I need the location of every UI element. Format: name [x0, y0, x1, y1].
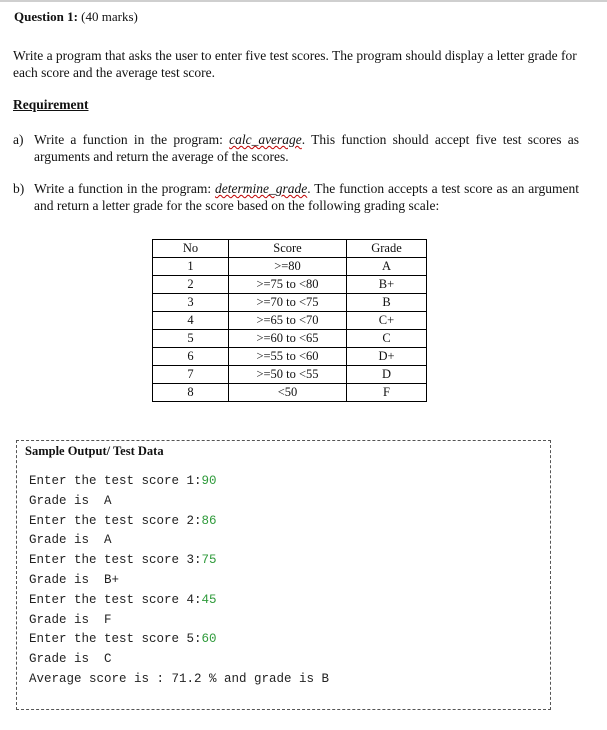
console-text: Enter the test score 5:	[29, 632, 202, 647]
console-line	[29, 492, 329, 512]
requirement-item-b	[13, 180, 579, 214]
table-row	[153, 276, 427, 294]
item-suffix: . The function accepts a test score as an argument and return a letter grade for the score based on the following grading scale:	[34, 181, 579, 213]
item-prefix: Write a function in the program:	[34, 132, 230, 147]
item-letter: a)	[13, 132, 24, 147]
console-text: Grade is A	[29, 493, 112, 508]
cell-score: <50	[229, 384, 347, 402]
header-no: No	[153, 240, 229, 258]
cell-score: >=70 to <75	[229, 294, 347, 312]
console-user-input: 75	[201, 553, 217, 568]
question-title	[14, 9, 138, 25]
cell-score: >=55 to <60	[229, 348, 347, 366]
cell-score: >=65 to <70	[229, 312, 347, 330]
console-text: Grade is F	[29, 612, 112, 627]
console-user-input: 90	[201, 474, 217, 488]
cell-score: >=80	[229, 258, 347, 276]
cell-grade: C+	[347, 312, 427, 330]
cell-no: 5	[153, 330, 229, 348]
function-name: determine_grade	[214, 181, 308, 196]
console-text: Grade is C	[29, 652, 112, 667]
cell-no: 2	[153, 276, 229, 294]
console-line	[29, 591, 329, 611]
console-line	[29, 472, 329, 492]
requirement-item-a	[13, 131, 579, 165]
item-body	[34, 180, 579, 214]
cell-no: 6	[153, 348, 229, 366]
table-row	[153, 366, 427, 384]
console-line	[29, 650, 329, 670]
console-line	[29, 571, 329, 591]
requirement-heading: Requirement	[13, 97, 89, 112]
console-line	[29, 630, 329, 650]
console-user-input: 86	[201, 513, 217, 528]
item-suffix: . This function should accept five test scores as arguments and return the average of the scores.	[34, 132, 580, 164]
item-prefix: Write a function in the program:	[34, 181, 215, 196]
cell-no: 7	[153, 366, 229, 384]
console-text: Enter the test score 4:	[29, 592, 202, 607]
question-marks: (40 marks)	[81, 9, 138, 24]
table-row	[153, 258, 427, 276]
console-text: Grade is A	[29, 533, 112, 548]
sample-title: Sample Output/ Test Data	[25, 444, 164, 458]
cell-grade: A	[347, 258, 427, 276]
question-label: Question 1:	[14, 9, 78, 24]
cell-no: 1	[153, 258, 229, 276]
header-score: Score	[229, 240, 347, 258]
cell-grade: F	[347, 384, 427, 402]
console-line	[29, 551, 329, 571]
console-line	[29, 531, 329, 551]
cell-grade: B+	[347, 276, 427, 294]
console-text: Enter the test score 1:	[29, 474, 202, 488]
item-body	[34, 131, 579, 165]
table-row	[153, 312, 427, 330]
console-line	[29, 611, 329, 631]
cell-score: >=60 to <65	[229, 330, 347, 348]
console-text: Average score is : 71.2 % and grade is B	[29, 671, 330, 686]
table-header-row	[153, 240, 427, 258]
grading-table	[152, 239, 427, 402]
cell-no: 3	[153, 294, 229, 312]
sample-output-box	[16, 440, 551, 710]
table-row	[153, 294, 427, 312]
console-line	[29, 512, 329, 532]
table-row	[153, 330, 427, 348]
question-intro: Write a program that asks the user to enter five test scores. The program should display a letter grade for each score and the average test score.	[13, 48, 577, 80]
cell-grade: B	[347, 294, 427, 312]
table-row	[153, 384, 427, 402]
item-letter: b)	[13, 181, 25, 196]
function-name: calc_average	[229, 132, 302, 147]
cell-grade: D+	[347, 348, 427, 366]
console-user-input: 60	[201, 632, 217, 647]
cell-score: >=50 to <55	[229, 366, 347, 384]
console-text: Enter the test score 2:	[29, 513, 202, 528]
console-text: Enter the test score 3:	[29, 553, 202, 568]
console-user-input: 45	[201, 592, 217, 607]
console-text: Grade is B+	[29, 572, 120, 587]
console-output	[29, 472, 329, 690]
cell-score: >=75 to <80	[229, 276, 347, 294]
top-divider	[0, 0, 607, 2]
header-grade: Grade	[347, 240, 427, 258]
table-row	[153, 348, 427, 366]
cell-grade: C	[347, 330, 427, 348]
cell-no: 4	[153, 312, 229, 330]
cell-no: 8	[153, 384, 229, 402]
console-line	[29, 670, 329, 690]
cell-grade: D	[347, 366, 427, 384]
